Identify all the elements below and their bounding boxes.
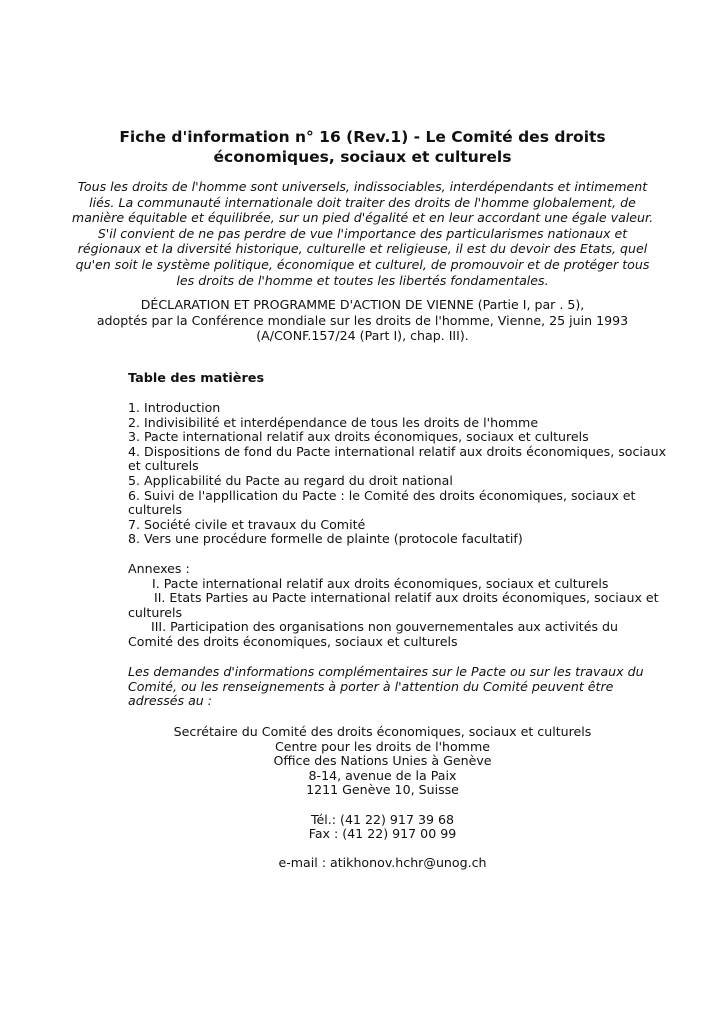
source-line: (A/CONF.157/24 (Part I), chap. III).	[256, 328, 469, 344]
toc-item: 3. Pacte international relatif aux droits économiques, sociaux et culturels	[128, 429, 589, 445]
epigraph-line: manière équitable et équilibrée, sur un pied d'égalité et en leur accordant une égale valeur.	[71, 210, 654, 226]
contact-note	[128, 665, 644, 709]
annex-item-2-continued: culturels	[128, 604, 183, 620]
annex-item-3-continued: Comité des droits économiques, sociaux et culturels	[128, 633, 458, 649]
annexes-list	[128, 562, 659, 650]
toc-item: 2. Indivisibilité et interdépendance de tous les droits de l'homme	[128, 414, 539, 430]
email-link[interactable]: e-mail : atikhonov.hchr@unog.ch	[278, 855, 487, 871]
address-line: Secrétaire du Comité des droits économiques, sociaux et culturels	[173, 724, 592, 739]
toc-item: 7. Société civile et travaux du Comité	[128, 516, 366, 532]
toc-item: 8. Vers une procédure formelle de plainte (protocole facultatif)	[128, 531, 523, 547]
epigraph-line: régionaux et la diversité historique, culturelle et religieuse, il est du devoir des Etats, quel	[77, 241, 648, 257]
epigraph-line: Tous les droits de l'homme sont universels, indissociables, interdépendants et intimement	[77, 179, 648, 194]
annexes-heading: Annexes :	[128, 561, 190, 576]
address-line: 1211 Genève 10, Suisse	[306, 782, 459, 798]
epigraph-line: S'il convient de ne pas perdre de vue l'importance des particularismes nationaux et	[97, 225, 628, 241]
source-line: DÉCLARATION ET PROGRAMME D'ACTION DE VIENNE (Partie I, par . 5),	[140, 297, 585, 312]
epigraph-line: qu'en soit le système politique, économique et culturel, de promouvoir et de protéger tous	[75, 256, 650, 272]
epigraph-line: liés. La communauté internationale doit traiter des droits de l'homme globalement, de	[89, 194, 636, 210]
note-line: adressés au :	[128, 693, 213, 709]
annex-item-3: III. Participation des organisations non gouvernementales aux activités du	[151, 619, 619, 635]
epigraph-line: les droits de l'homme et toutes les libertés fondamentales.	[176, 272, 549, 288]
telephone: Tél.: (41 22) 917 39 68	[310, 811, 455, 827]
toc-item: 4. Dispositions de fond du Pacte international relatif aux droits économiques, sociaux	[128, 443, 667, 459]
note-line: Comité, ou les renseignements à porter à l'attention du Comité peuvent être	[128, 678, 614, 694]
epigraph-quote	[60, 179, 665, 288]
source-line: adoptés par la Conférence mondiale sur les droits de l'homme, Vienne, 25 juin 1993	[96, 312, 629, 328]
toc-item-continued: et culturels	[128, 458, 199, 474]
annex-item-2: II. Etats Parties au Pacte international relatif aux droits économiques, sociaux et	[154, 590, 659, 606]
fax: Fax : (41 22) 917 00 99	[308, 826, 457, 842]
contact-address	[60, 725, 705, 871]
address-line: Centre pour les droits de l'homme	[274, 738, 491, 754]
title-line-1: Fiche d'information n° 16 (Rev.1) - Le Comité des droits	[119, 128, 606, 146]
toc-heading: Table des matières	[128, 371, 265, 386]
annex-item-1: I. Pacte international relatif aux droits économiques, sociaux et culturels	[152, 575, 609, 591]
toc-item: 5. Applicabilité du Pacte au regard du droit national	[128, 472, 453, 488]
address-line: 8-14, avenue de la Paix	[308, 767, 457, 783]
title-line-2: économiques, sociaux et culturels	[213, 148, 512, 166]
toc-list	[128, 401, 666, 547]
toc-item: 1. Introduction	[128, 400, 221, 415]
note-line: Les demandes d'informations complémentaires sur le Pacte ou sur les travaux du	[128, 664, 644, 679]
quote-source	[60, 297, 665, 344]
address-line: Office des Nations Unies à Genève	[273, 753, 492, 769]
page-title	[60, 127, 665, 167]
toc-item: 6. Suivi de l'appllication du Pacte : le Comité des droits économiques, sociaux et	[128, 487, 636, 503]
toc-item-continued: culturels	[128, 502, 183, 518]
